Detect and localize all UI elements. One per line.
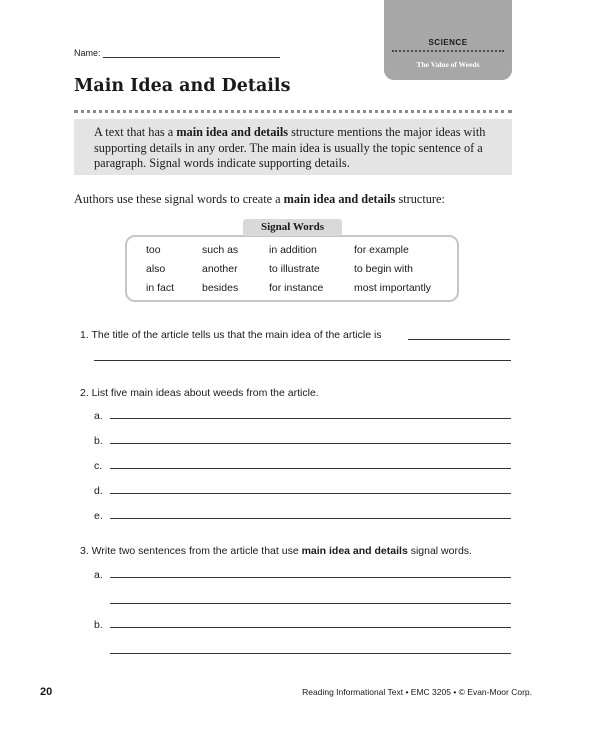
signal-word: besides <box>202 282 239 294</box>
page-title: Main Idea and Details <box>74 76 291 96</box>
signal-word: too <box>146 244 161 256</box>
answer-line[interactable] <box>110 468 511 469</box>
answer-line[interactable] <box>110 577 511 578</box>
item-label: b. <box>94 619 103 631</box>
intro-bold: main idea and details <box>176 125 289 139</box>
signal-word: also <box>146 263 166 275</box>
answer-line[interactable] <box>110 653 511 654</box>
lead-part2: structure: <box>395 192 445 206</box>
item-label: a. <box>94 410 103 422</box>
question-3-bold: main idea and details <box>301 545 408 557</box>
answer-line[interactable] <box>110 518 511 519</box>
question-3 <box>80 545 472 557</box>
signal-word: for example <box>354 244 409 256</box>
tab-divider <box>392 50 504 52</box>
page-number: 20 <box>40 686 53 698</box>
answer-line[interactable] <box>94 360 511 361</box>
footer-credit: Reading Informational Text • EMC 3205 • © Evan-Moor Corp. <box>302 687 532 697</box>
signal-word: another <box>202 263 238 275</box>
answer-line[interactable] <box>110 627 511 628</box>
lead-sentence <box>74 192 445 207</box>
question-1: 1. The title of the article tells us that the main idea of the article is <box>80 329 382 341</box>
answer-line[interactable] <box>110 443 511 444</box>
signal-word: most importantly <box>354 282 432 294</box>
answer-line[interactable] <box>110 493 511 494</box>
name-field-line[interactable] <box>103 57 280 58</box>
item-label: c. <box>94 460 103 472</box>
intro-text <box>94 125 502 172</box>
title-divider <box>74 110 512 113</box>
lead-part1: Authors use these signal words to create a <box>74 192 284 206</box>
item-label: a. <box>94 569 103 581</box>
answer-line[interactable] <box>110 603 511 604</box>
item-label: d. <box>94 485 103 497</box>
topic-label: The Value of Weeds <box>416 60 480 69</box>
question-2: 2. List five main ideas about weeds from the article. <box>80 387 319 399</box>
item-label: e. <box>94 510 103 522</box>
signal-word: in addition <box>269 244 317 256</box>
signal-word: in fact <box>146 282 175 294</box>
signal-word: to illustrate <box>269 263 320 275</box>
signal-word: for instance <box>269 282 324 294</box>
item-label: b. <box>94 435 103 447</box>
name-label: Name: <box>74 48 101 58</box>
question-3-part1: 3. Write two sentences from the article that use <box>80 545 302 557</box>
subject-label: SCIENCE <box>428 38 468 47</box>
intro-box <box>74 119 512 175</box>
signal-word: to begin with <box>354 263 413 275</box>
signal-word: such as <box>202 244 239 256</box>
subject-tab <box>384 0 512 80</box>
answer-line[interactable] <box>110 418 511 419</box>
signal-words-heading: Signal Words <box>243 219 342 236</box>
intro-part1: A text that has a <box>94 125 177 139</box>
answer-line[interactable] <box>408 339 510 340</box>
intro-part2: structure mentions the major ideas with supporting details in any order. The main idea is usually the topic sentence of a paragraph. Signal words indicate supporting details. <box>94 125 486 170</box>
question-3-part2: signal words. <box>407 545 472 557</box>
lead-bold: main idea and details <box>283 192 396 206</box>
